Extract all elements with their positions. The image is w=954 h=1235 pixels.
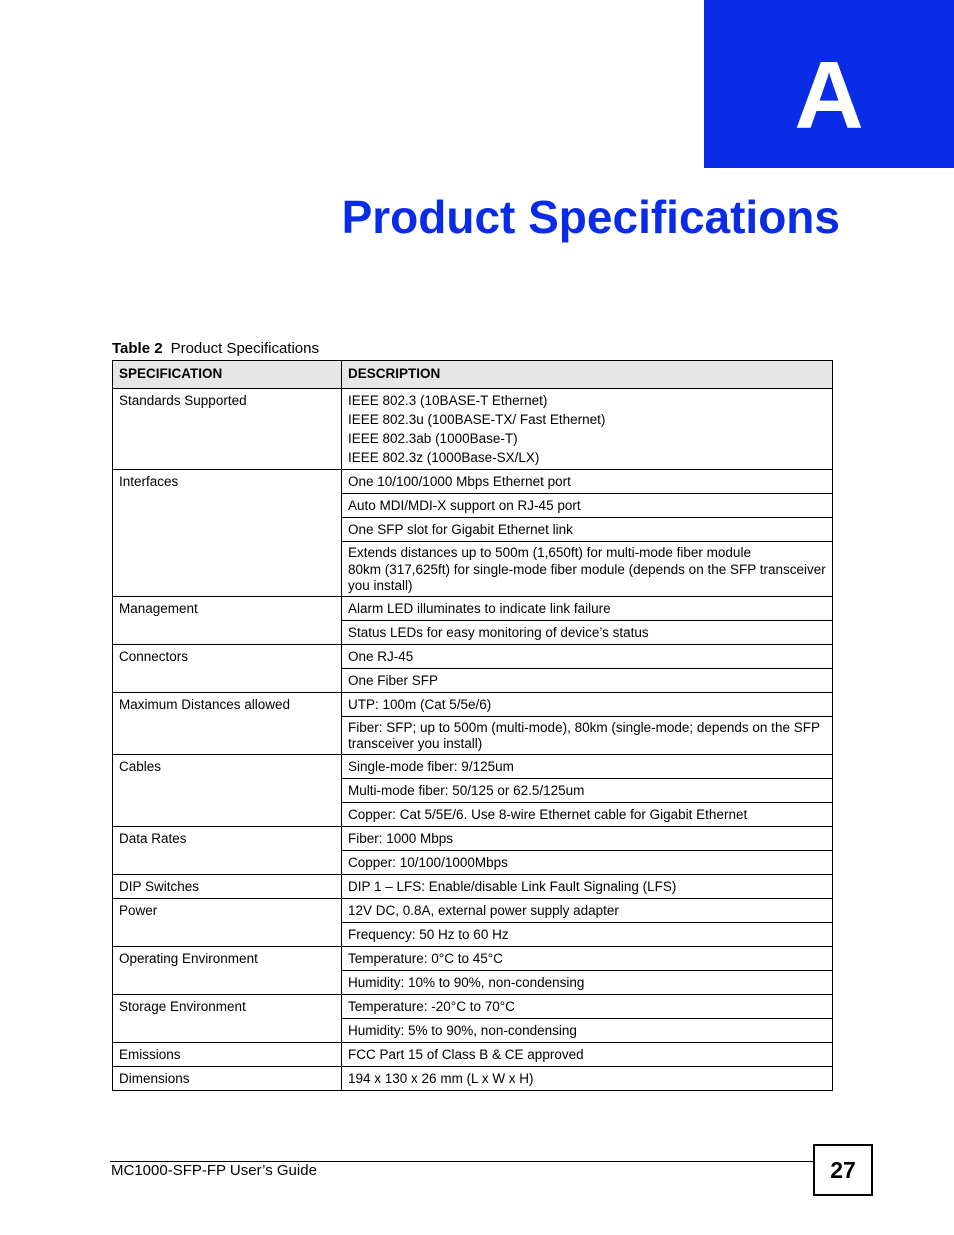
spec-description-cell bbox=[342, 389, 833, 470]
spec-description-cell bbox=[342, 542, 833, 597]
spec-name-cell: Dimensions bbox=[113, 1067, 342, 1091]
table-header-row bbox=[113, 361, 833, 389]
table-row bbox=[113, 755, 833, 779]
spec-name-cell: Operating Environment bbox=[113, 947, 342, 995]
spec-description-cell bbox=[342, 899, 833, 923]
spec-description-line: Temperature: 0°C to 45°C bbox=[348, 951, 503, 966]
spec-description-cell bbox=[342, 803, 833, 827]
page-title: Product Specifications bbox=[341, 191, 840, 243]
spec-description-line: One RJ-45 bbox=[348, 649, 414, 664]
spec-description-line: Temperature: -20°C to 70°C bbox=[348, 999, 515, 1014]
table-row bbox=[113, 875, 833, 899]
spec-description-line: Extends distances up to 500m (1,650ft) for multi-mode fiber module bbox=[348, 545, 751, 560]
spec-description-line: FCC Part 15 of Class B & CE approved bbox=[348, 1047, 584, 1062]
table-caption-title: Product Specifications bbox=[170, 340, 319, 357]
table-row bbox=[113, 389, 833, 470]
spec-description-line: 194 x 130 x 26 mm (L x W x H) bbox=[348, 1071, 534, 1086]
spec-description-line: Status LEDs for easy monitoring of device’s status bbox=[348, 625, 649, 640]
spec-name-cell: DIP Switches bbox=[113, 875, 342, 899]
spec-description-cell bbox=[342, 779, 833, 803]
spec-name-cell: Cables bbox=[113, 755, 342, 827]
spec-description-cell bbox=[342, 597, 833, 621]
spec-description-line: Frequency: 50 Hz to 60 Hz bbox=[348, 927, 509, 942]
spec-description-cell bbox=[342, 923, 833, 947]
spec-description-cell bbox=[342, 971, 833, 995]
spec-description-line: One Fiber SFP bbox=[348, 673, 439, 688]
footer-guide-title: MC1000-SFP-FP User’s Guide bbox=[111, 1162, 317, 1179]
spec-name-cell: Standards Supported bbox=[113, 389, 342, 470]
table-row bbox=[113, 1043, 833, 1067]
spec-description-line: IEEE 802.3 (10BASE-T Ethernet) bbox=[348, 393, 548, 408]
spec-description-cell bbox=[342, 1043, 833, 1067]
spec-description-line: Copper: Cat 5/5E/6. Use 8-wire Ethernet cable for Gigabit Ethernet bbox=[348, 807, 748, 822]
spec-description-line: Copper: 10/100/1000Mbps bbox=[348, 855, 508, 870]
spec-description-cell bbox=[342, 1019, 833, 1043]
spec-description-cell bbox=[342, 755, 833, 779]
spec-name-cell: Power bbox=[113, 899, 342, 947]
table-caption bbox=[112, 340, 319, 358]
spec-description-line: 12V DC, 0.8A, external power supply adapter bbox=[348, 903, 619, 918]
spec-description-line: Multi-mode fiber: 50/125 or 62.5/125um bbox=[348, 783, 585, 798]
spec-description-line: One SFP slot for Gigabit Ethernet link bbox=[348, 522, 573, 537]
product-specifications-table bbox=[112, 360, 833, 1091]
table-row bbox=[113, 827, 833, 851]
spec-description-cell bbox=[342, 947, 833, 971]
chapter-letter: A bbox=[794, 42, 864, 149]
table-row bbox=[113, 947, 833, 971]
spec-name-cell: Connectors bbox=[113, 645, 342, 693]
spec-description-line: Single-mode fiber: 9/125um bbox=[348, 759, 514, 774]
spec-description-line: Alarm LED illuminates to indicate link failure bbox=[348, 601, 611, 616]
table-caption-number: Table 2 bbox=[112, 340, 163, 357]
table-row bbox=[113, 470, 833, 494]
table-row bbox=[113, 693, 833, 717]
spec-description-cell bbox=[342, 851, 833, 875]
spec-description-line: One 10/100/1000 Mbps Ethernet port bbox=[348, 474, 571, 489]
spec-description-line: UTP: 100m (Cat 5/5e/6) bbox=[348, 697, 492, 712]
table-row bbox=[113, 899, 833, 923]
table-row bbox=[113, 645, 833, 669]
table-row bbox=[113, 597, 833, 621]
spec-description-cell bbox=[342, 693, 833, 717]
spec-description-cell bbox=[342, 645, 833, 669]
spec-description-cell bbox=[342, 995, 833, 1019]
spec-name-cell: Storage Environment bbox=[113, 995, 342, 1043]
spec-name-cell: Data Rates bbox=[113, 827, 342, 875]
header-description: DESCRIPTION bbox=[342, 361, 833, 389]
spec-description-line: IEEE 802.3z (1000Base-SX/LX) bbox=[348, 450, 540, 465]
spec-description-line: Fiber: 1000 Mbps bbox=[348, 831, 454, 846]
spec-description-cell bbox=[342, 518, 833, 542]
spec-description-cell bbox=[342, 717, 833, 755]
spec-description-line: Humidity: 5% to 90%, non-condensing bbox=[348, 1023, 577, 1038]
spec-name-cell: Maximum Distances allowed bbox=[113, 693, 342, 755]
spec-description-cell bbox=[342, 494, 833, 518]
spec-name-cell: Interfaces bbox=[113, 470, 342, 597]
spec-description-line: DIP 1 – LFS: Enable/disable Link Fault Signaling (LFS) bbox=[348, 879, 677, 894]
spec-description-line: Fiber: SFP; up to 500m (multi-mode), 80km (single-mode; depends on the SFP transceiver you install) bbox=[348, 720, 820, 751]
spec-description-cell bbox=[342, 1067, 833, 1091]
page-number: 27 bbox=[813, 1144, 873, 1196]
spec-description-line: Auto MDI/MDI-X support on RJ-45 port bbox=[348, 498, 581, 513]
spec-name-cell: Emissions bbox=[113, 1043, 342, 1067]
spec-description-cell bbox=[342, 470, 833, 494]
table-row bbox=[113, 995, 833, 1019]
spec-description-cell bbox=[342, 621, 833, 645]
header-specification: SPECIFICATION bbox=[113, 361, 342, 389]
spec-description-cell bbox=[342, 827, 833, 851]
spec-description-line: IEEE 802.3ab (1000Base-T) bbox=[348, 431, 518, 446]
spec-description-line: Humidity: 10% to 90%, non-condensing bbox=[348, 975, 585, 990]
table-row bbox=[113, 1067, 833, 1091]
spec-description-line: 80km (317,625ft) for single-mode fiber module (depends on the SFP transceiver you install) bbox=[348, 562, 826, 593]
spec-name-cell: Management bbox=[113, 597, 342, 645]
spec-description-cell bbox=[342, 669, 833, 693]
spec-description-cell bbox=[342, 875, 833, 899]
spec-description-line: IEEE 802.3u (100BASE-TX/ Fast Ethernet) bbox=[348, 412, 606, 427]
table-body bbox=[113, 389, 833, 1091]
chapter-tab bbox=[704, 0, 954, 168]
